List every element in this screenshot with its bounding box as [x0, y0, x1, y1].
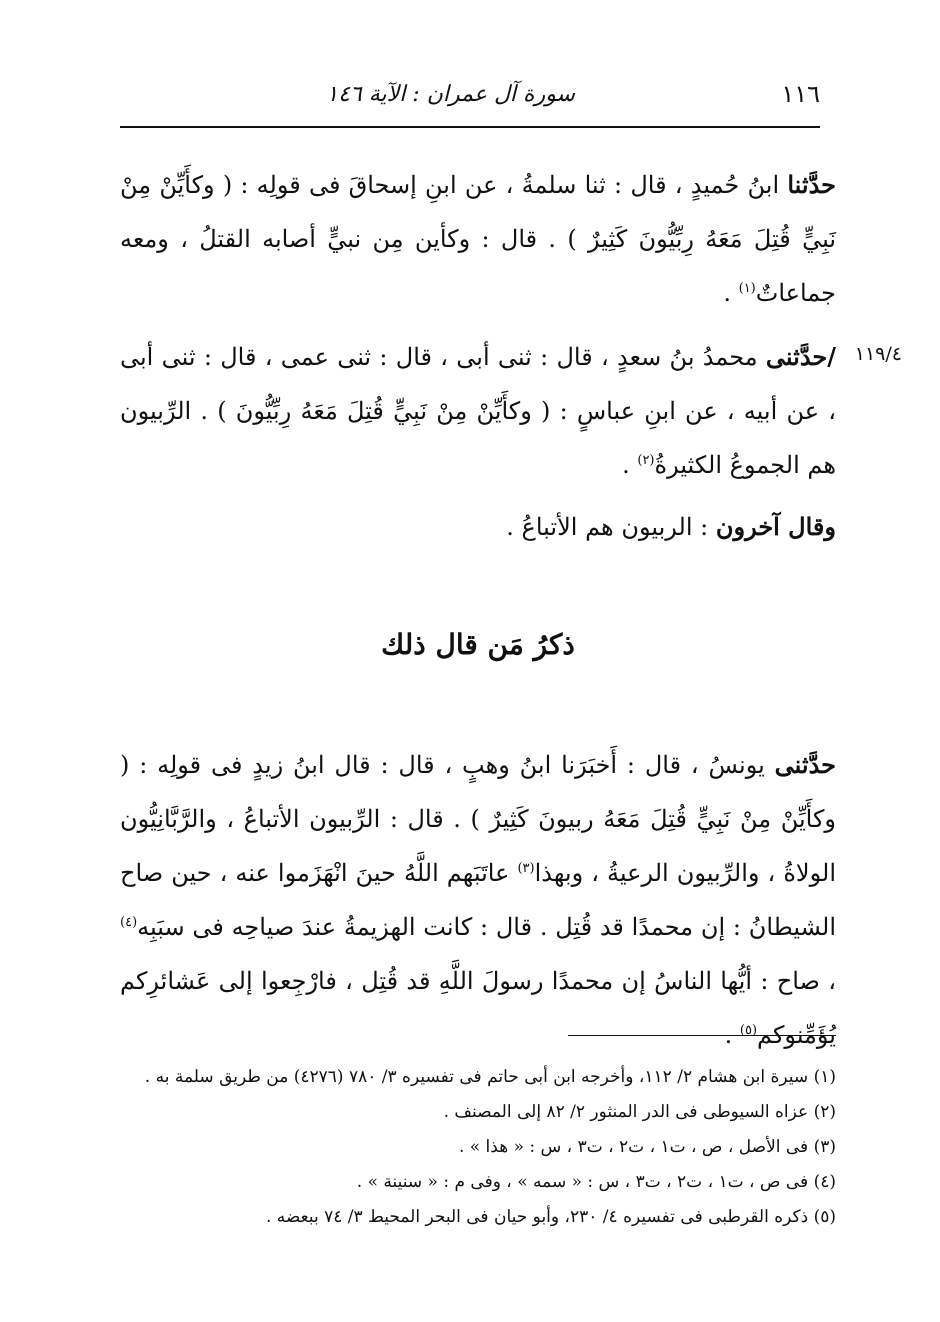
margin-reference: ١١٩/٤ [854, 343, 902, 365]
paragraph-end: . [723, 279, 739, 307]
paragraph-text: عاتَبَهم اللَّهُ حينَ انْهَزَموا عنه ، حين صاح الشيطانُ : إن محمدًا قد قُتِل . قال : كانت الهزيمةُ عندَ صياحِه فى سبَبِه [120, 859, 836, 941]
paragraph-text: يونسُ ، قال : أَخبَرَنا ابنُ وهبٍ ، قال : قال ابنُ زيدٍ فى قولِه : ( وكأَيِّنْ مِنْ نَبِيٍّ قُتِلَ مَعَهُ ربيونَ كَثِيرٌ ) . قال : الرِّبيون الأتباعُ ، والرَّبَّانِيُّون الولاةُ ، والرِّبيون الرعيةُ ، وبهذا [120, 751, 836, 887]
paragraph-1 [120, 158, 836, 320]
paragraph-lead: حدَّثنا [787, 170, 836, 199]
page-header [120, 78, 820, 118]
footnotes [120, 1062, 836, 1237]
paragraph-lead: /حدَّثنى [765, 342, 837, 371]
paragraph-text: ، صاح : أيُّها الناسُ إن محمدًا رسولَ اللَّهِ قد قُتِل ، فارْجِعوا إلى عَشائرِكم يُؤَمِّنوكم [120, 967, 836, 1049]
paragraph-lead: وقال آخرون [715, 512, 836, 541]
footnote: (١) سيرة ابن هشام ٢/ ١١٢، وأخرجه ابن أبى حاتم فى تفسيره ٣/ ٧٨٠ (٤٢٧٦) من طريق سلمة به . [144, 1067, 836, 1087]
paragraph-text: ابنُ حُميدٍ ، قال : ثنا سلمةُ ، عن ابنِ إسحاقَ فى قولِه : ( وكأَيِّنْ مِنْ نَبِيٍّ قُتِلَ مَعَهُ رِبِّيُّونَ كَثِيرٌ ) . قال : وكأين مِن نبيٍّ أصابه القتلُ ، ومعه جماعاتٌ [120, 171, 836, 307]
paragraph-lead: حدَّثنى [774, 750, 837, 779]
footnote-marker: (١) [738, 281, 756, 296]
footnote-marker: (٣) [517, 861, 535, 876]
footnote: (٣) فى الأصل ، ص ، ت١ ، ت٢ ، ت٣ ، س : « هذا » . [458, 1137, 836, 1157]
header-rule [120, 126, 820, 128]
paragraph-text: : الربيون هم الأتباعُ . [506, 513, 716, 541]
footnote: (٢) عزاه السيوطى فى الدر المنثور ٢/ ٨٢ إلى المصنف . [443, 1102, 836, 1122]
paragraph-text: محمدُ بنُ سعدٍ ، قال : ثنى أبى ، قال : ثنى عمى ، قال : ثنى أبى ، عن أبيه ، عن ابنِ عباسٍ : ( وكأَيِّنْ مِنْ نَبِيٍّ قُتِلَ مَعَهُ رِبِّيُّونَ ) . الرِّبيون هم الجموعُ الكثيرةُ [120, 343, 836, 479]
paragraph-end: . [622, 451, 638, 479]
footnote-marker: (٤) [120, 915, 138, 930]
paragraph-end: . [724, 1021, 740, 1049]
footnote: (٥) ذكره القرطبى فى تفسيره ٤/ ٢٣٠، وأبو حيان فى البحر المحيط ٣/ ٧٤ ببعضه . [266, 1207, 836, 1227]
paragraph-3 [120, 500, 836, 554]
paragraph-main [120, 738, 836, 1062]
running-title: سورة آل عمران : الآية ١٤٦ [326, 82, 575, 107]
paragraph-2 [120, 330, 836, 492]
page-number: ١١٦ [781, 80, 820, 108]
footnote-marker: (٢) [637, 453, 655, 468]
footnote: (٤) فى ص ، ت١ ، ت٢ ، ت٣ ، س : « سمه » ، وفى م : « سنينة » . [356, 1172, 836, 1192]
footnote-marker: (٥) [739, 1023, 758, 1038]
footnote-rule [568, 1035, 836, 1036]
section-heading: ذكرُ مَن قال ذلك [381, 628, 575, 661]
